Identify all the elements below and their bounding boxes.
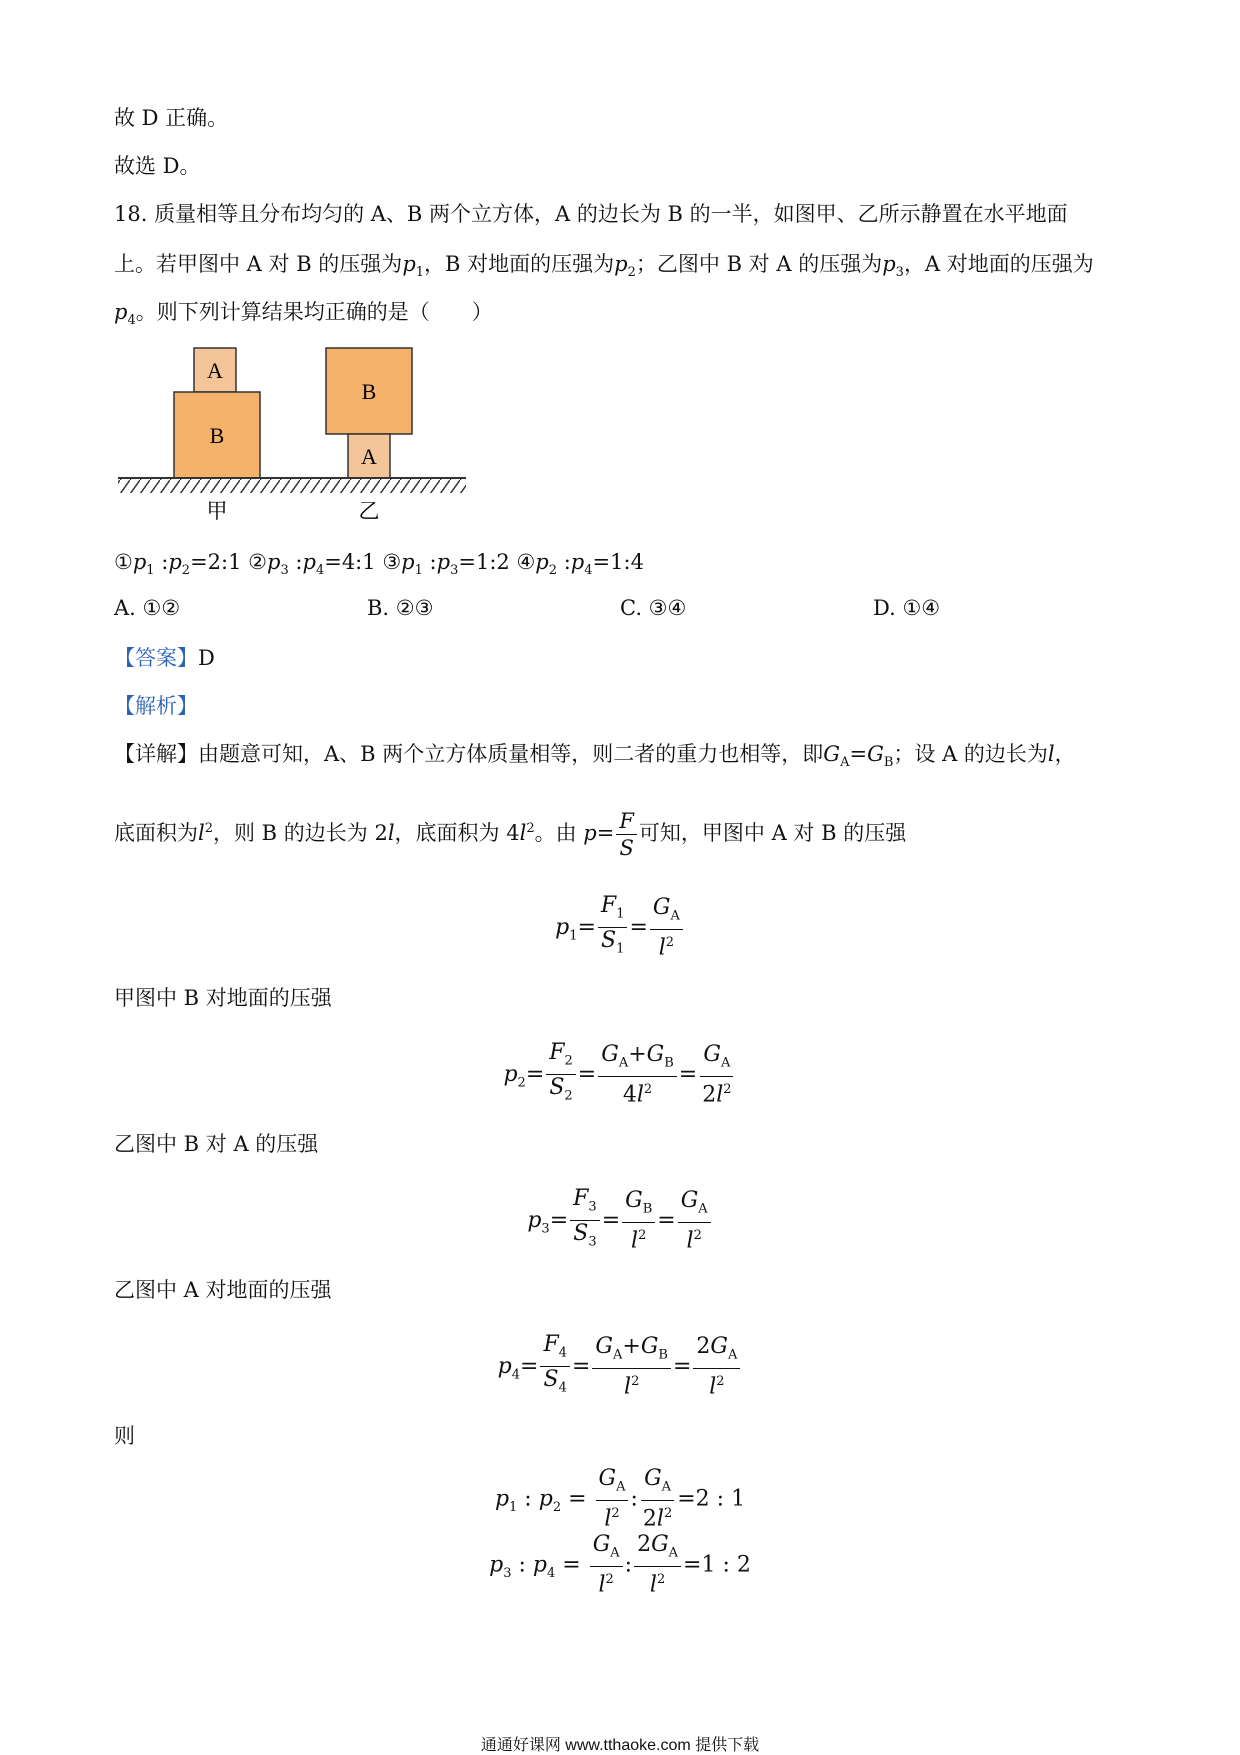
detail-line-1: 【详解】由题意可知，A、B 两个立方体质量相等，则二者的重力也相等，即$G_A=G_B$；设 A 的边长为l，	[114, 742, 1076, 771]
answer-line	[114, 644, 215, 672]
equation-p3: $p_3=$ $\frac{F_3}{S_3}$ = $\frac{G_B}{l^2}$ = $\frac{G_A}{l^2}$	[0, 1186, 1240, 1256]
statement-2-mark: ②	[248, 550, 267, 574]
detail-tag: 【详解】	[114, 742, 198, 766]
option-b[interactable]: B. ②③	[367, 596, 434, 620]
option-a[interactable]: A. ①②	[114, 596, 181, 620]
ground-hatch	[118, 479, 466, 493]
question-text-1: 质量相等且分布均匀的 A、B 两个立方体，A 的边长为 B 的一半，如图甲、乙所示静置在水平地面	[154, 202, 1068, 226]
ratio-p3-p4: $p_3$ : $p_4$ = $\frac{G_A}{l^2}$ : $\frac{2G_A}{l^2}$ =1 : 2	[489, 1532, 751, 1598]
detail-text-2e: 可知，甲图中 A 对 B 的压强	[638, 821, 907, 845]
detail-text-2a: 底面积为	[114, 821, 198, 845]
statement-3-mark: ③	[382, 550, 402, 574]
detail-text-2d: 。由	[534, 821, 577, 845]
option-d[interactable]: D. ①④	[873, 596, 941, 620]
ratio-p1-p2: $p_1$ : $p_2$ = $\frac{G_A}{l^2}$ : $\frac{G_A}{2l^2}$ =2 : 1	[494, 1466, 746, 1532]
question-line-2: 上。若甲图中 A 对 B 的压强为$p_1$，B 对地面的压强为$p_2$；乙图中 B 对 A 的压强为$p_3$，A 对地面的压强为	[114, 252, 1094, 281]
then-line: 则	[114, 1424, 135, 1448]
equation-p1: $p_1=$ $\frac{F_1}{S_1}$ = $\frac{G_A}{l^2}$	[0, 893, 1240, 963]
p3-intro: 乙图中 B 对 A 的压强	[114, 1132, 319, 1156]
analysis-line	[114, 692, 198, 720]
answer-tag: 【答案】	[114, 646, 198, 670]
detail-text-1: 由题意可知，A、B 两个立方体质量相等，则二者的重力也相等，即	[198, 742, 824, 766]
question-number: 18.	[114, 202, 148, 226]
text-line-2: 故选 D。	[114, 154, 201, 178]
formula-p-f-s: p= $\frac{F}{S}$	[583, 821, 639, 845]
option-c[interactable]: C. ③④	[620, 596, 687, 620]
equation-p4: $p_4=$ $\frac{F_4}{S_4}$ = $\frac{G_A+G_B}{l^2}$ = $\frac{2G_A}{l^2}$	[0, 1332, 1240, 1402]
statement-2-value: =4:1	[324, 550, 376, 574]
question-text-2d: ，A 对地面的压强为	[903, 252, 1094, 276]
detail-text-2c: ，底面积为 4	[394, 821, 520, 845]
jia-caption: 甲	[206, 499, 228, 523]
question-text-2a: 上。若甲图中 A 对 B 的压强为	[114, 252, 403, 276]
statement-4-mark: ④	[516, 550, 536, 574]
jia-b-label: B	[209, 423, 225, 448]
ratio-2-result: =1 : 2	[683, 1552, 751, 1578]
cube-figure	[110, 340, 480, 530]
question-text-2b: ，B 对地面的压强为	[424, 252, 615, 276]
answer-value: D	[198, 646, 215, 670]
question-line-1	[114, 200, 1068, 228]
question-line-3: $p_4$。则下列计算结果均正确的是（ ）	[114, 300, 493, 329]
page-footer: 通通好课网 www.tthaoke.com 提供下载	[480, 1737, 760, 1754]
statement-1-value: =2:1	[190, 550, 242, 574]
statements-line: $①p_1$ $:p_2=2:1$ $②p_3$ $:p_4=4:1$ $③p_1$ $:p_3=1:2$ $④p_2$ $:p_4=1:4$	[114, 550, 644, 579]
yi-b-label: B	[361, 379, 377, 404]
text-line-1: 故 D 正确。	[114, 106, 229, 130]
yi-caption: 乙	[358, 499, 380, 523]
p4-intro: 乙图中 A 对地面的压强	[114, 1278, 332, 1302]
statement-3-value: =1:2	[458, 550, 510, 574]
equation-p2: $p_2=$ $\frac{F_2}{S_2}$ = $\frac{G_A+G_B}{4l^2}$ = $\frac{G_A}{2l^2}$	[503, 1040, 732, 1108]
question-text-2c: ；乙图中 B 对 A 的压强为	[635, 252, 883, 276]
detail-text-1b: ；设 A 的边长为	[893, 742, 1048, 766]
ratio-1-result: =2 : 1	[677, 1486, 746, 1512]
jia-a-label: A	[207, 358, 223, 383]
question-text-3: 。则下列计算结果均正确的是（ ）	[135, 300, 493, 324]
statement-1-mark: ①	[114, 550, 133, 574]
p2-intro: 甲图中 B 对地面的压强	[114, 986, 332, 1010]
yi-a-label: A	[361, 444, 377, 469]
statement-4-value: =1:4	[592, 550, 644, 574]
detail-text-2b: ，则 B 的边长为 2	[213, 821, 388, 845]
detail-line-2: 底面积为$l^2$，则 B 的边长为 2l，底面积为 $4l^2$。由 p= $\frac{F}{S}$ 可知，甲图中 A 对 B 的压强	[114, 809, 907, 860]
analysis-tag: 【解析】	[114, 694, 198, 718]
